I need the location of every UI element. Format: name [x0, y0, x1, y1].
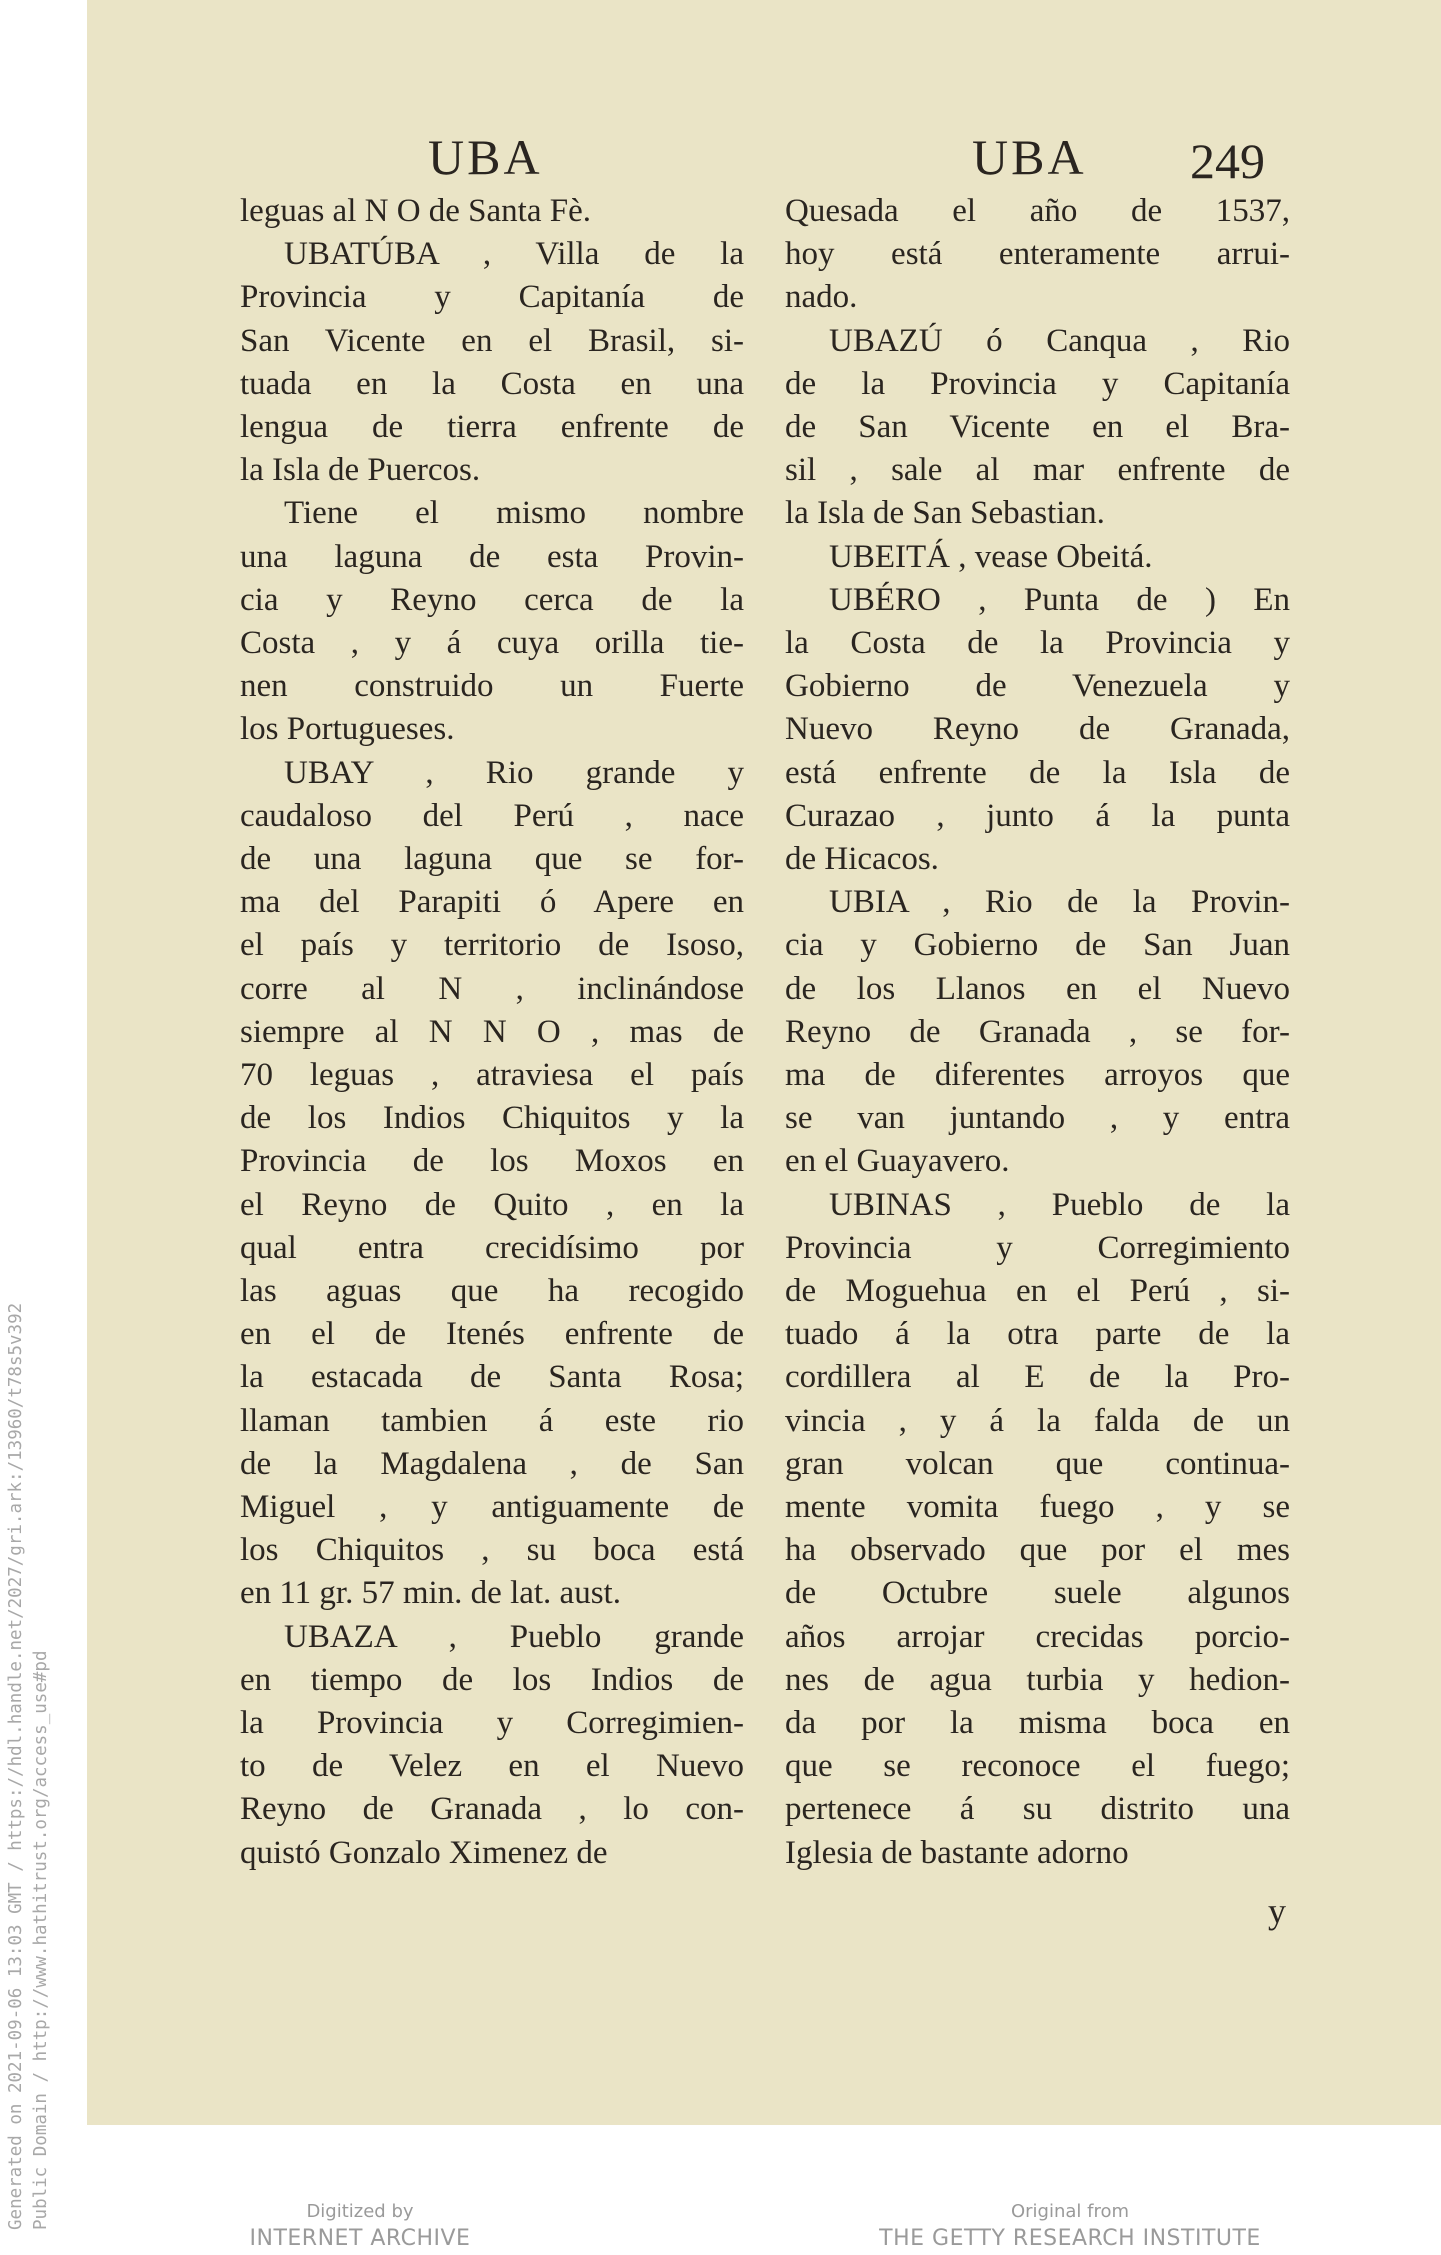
text-line: nen construido un Fuerte	[240, 668, 744, 705]
text-line: Quesada el año de 1537,	[785, 193, 1290, 229]
text-line: Provincia y Capitanía de	[240, 279, 744, 316]
text-line: de San Vicente en el Bra-	[785, 409, 1290, 445]
text-line: cordillera al E de la Pro-	[785, 1359, 1290, 1396]
text-line: de Hicacos.	[785, 841, 939, 877]
text-line: UBAY , Rio grande y	[284, 754, 744, 791]
text-line: Iglesia de bastante adorno	[785, 1834, 1129, 1871]
text-line: lengua de tierra enfrente de	[240, 409, 744, 445]
text-line: corre al N , inclinándose	[240, 970, 744, 1007]
text-line: cia y Reyno cerca de la	[240, 581, 744, 618]
text-line: Reyno de Granada , se for-	[785, 1013, 1290, 1050]
text-line: siempre al N N O , mas de	[240, 1013, 744, 1050]
text-line: hoy está enteramente arrui-	[785, 236, 1290, 273]
running-head-right: UBA	[972, 129, 1087, 185]
text-line: UBAZA , Pueblo grande	[284, 1618, 744, 1655]
text-line: de los Indios Chiquitos y la	[240, 1100, 744, 1137]
text-line: de Moguehua en el Perú , si-	[785, 1273, 1290, 1309]
text-line: to de Velez en el Nuevo	[240, 1748, 744, 1785]
footer-original-from	[870, 2200, 1270, 2254]
footer-getty: THE GETTY RESEARCH INSTITUTE	[879, 2226, 1261, 2251]
text-line: de la Magdalena , de San	[240, 1445, 744, 1482]
text-line: UBÉRO , Punta de ) En	[829, 581, 1290, 618]
text-line: UBINAS , Pueblo de la	[829, 1186, 1290, 1223]
text-line: UBAZÚ ó Canqua , Rio	[829, 322, 1290, 359]
text-line: el país y territorio de Isoso,	[240, 927, 744, 964]
text-line: Nuevo Reyno de Granada,	[785, 711, 1290, 748]
text-line: la estacada de Santa Rosa;	[240, 1359, 744, 1396]
text-line: quistó Gonzalo Ximenez de	[240, 1834, 608, 1871]
text-line: de la Provincia y Capitanía	[785, 365, 1290, 402]
text-line: los Portugueses.	[240, 711, 455, 748]
text-line: da por la misma boca en	[785, 1705, 1290, 1741]
text-line: Gobierno de Venezuela y	[785, 668, 1290, 705]
text-line: pertenece á su distrito una	[785, 1791, 1290, 1828]
text-line: cia y Gobierno de San Juan	[785, 927, 1290, 964]
text-line: Tiene el mismo nombre	[284, 495, 744, 532]
text-line: Costa , y á cuya orilla tie-	[240, 625, 744, 661]
text-line: vincia , y á la falda de un	[785, 1402, 1290, 1439]
text-line: en tiempo de los Indios de	[240, 1661, 744, 1698]
text-line: de los Llanos en el Nuevo	[785, 970, 1290, 1007]
text-line: leguas al N O de Santa Fè.	[240, 193, 591, 229]
text-line: la Isla de San Sebastian.	[785, 495, 1105, 532]
footer-digitized-label: Digitized by	[306, 2201, 414, 2222]
text-line: el Reyno de Quito , en la	[240, 1186, 744, 1223]
text-line: en el de Itenés enfrente de	[240, 1316, 744, 1353]
text-line: qual entra crecidísimo por	[240, 1229, 744, 1266]
text-line: nes de agua turbia y hedion-	[785, 1661, 1290, 1698]
text-line: tuada en la Costa en una	[240, 365, 744, 402]
text-line: caudaloso del Perú , nace	[240, 797, 744, 834]
text-line: Reyno de Granada , lo con-	[240, 1791, 744, 1828]
catchword: y	[1268, 1891, 1286, 1931]
text-line: Provincia de los Moxos en	[240, 1143, 744, 1180]
text-line: Miguel , y antiguamente de	[240, 1489, 744, 1525]
text-line: UBEITÁ , vease Obeitá.	[829, 538, 1153, 575]
watermark-line-public-domain: Public Domain / http://www.hathitrust.org/access_use#pd	[31, 1650, 51, 2230]
text-line: las aguas que ha recogido	[240, 1273, 744, 1309]
text-line: está enfrente de la Isla de	[785, 754, 1290, 791]
running-head-left: UBA	[428, 129, 543, 185]
text-line: años arrojar crecidas porcio-	[785, 1618, 1290, 1655]
text-line: una laguna de esta Provin-	[240, 538, 744, 575]
text-line: 70 leguas , atraviesa el país	[240, 1057, 744, 1093]
text-line: la Costa de la Provincia y	[785, 625, 1290, 661]
text-line: la Isla de Puercos.	[240, 452, 481, 489]
watermark-line-generated: Generated on 2021-09-06 13:03 GMT / https://hdl.handle.net/2027/gri.ark:/13960/t78s5v392	[6, 1302, 26, 2230]
footer-original-label: Original from	[1010, 2201, 1130, 2222]
text-line: sil , sale al mar enfrente de	[785, 452, 1290, 489]
footer-internet-archive: INTERNET ARCHIVE	[249, 2226, 471, 2251]
text-line: en 11 gr. 57 min. de lat. aust.	[240, 1575, 621, 1612]
text-line: se van juntando , y entra	[785, 1100, 1290, 1137]
page-number: 249	[1190, 133, 1265, 189]
footer-digitized-by	[230, 2200, 490, 2254]
text-line: nado.	[785, 279, 858, 316]
text-line: llaman tambien á este rio	[240, 1402, 744, 1439]
text-line: en el Guayavero.	[785, 1143, 1010, 1180]
hathitrust-watermark	[4, 1090, 54, 2230]
text-line: de Octubre suele algunos	[785, 1575, 1290, 1612]
text-line: UBATÚBA , Villa de la	[284, 236, 744, 273]
text-line: ma del Parapiti ó Apere en	[240, 884, 744, 921]
text-line: los Chiquitos , su boca está	[240, 1532, 744, 1569]
text-line: Provincia y Corregimiento	[785, 1229, 1290, 1266]
text-line: San Vicente en el Brasil, si-	[240, 322, 744, 359]
text-line: que se reconoce el fuego;	[785, 1748, 1290, 1785]
text-line: gran volcan que continua-	[785, 1445, 1290, 1482]
text-line: tuado á la otra parte de la	[785, 1316, 1290, 1353]
text-line: de una laguna que se for-	[240, 841, 744, 877]
text-line: ha observado que por el mes	[785, 1532, 1290, 1569]
text-line: la Provincia y Corregimien-	[240, 1705, 744, 1741]
text-line: UBIA , Rio de la Provin-	[829, 884, 1290, 921]
text-line: ma de diferentes arroyos que	[785, 1057, 1290, 1093]
text-line: mente vomita fuego , y se	[785, 1489, 1290, 1525]
text-line: Curazao , junto á la punta	[785, 797, 1290, 834]
